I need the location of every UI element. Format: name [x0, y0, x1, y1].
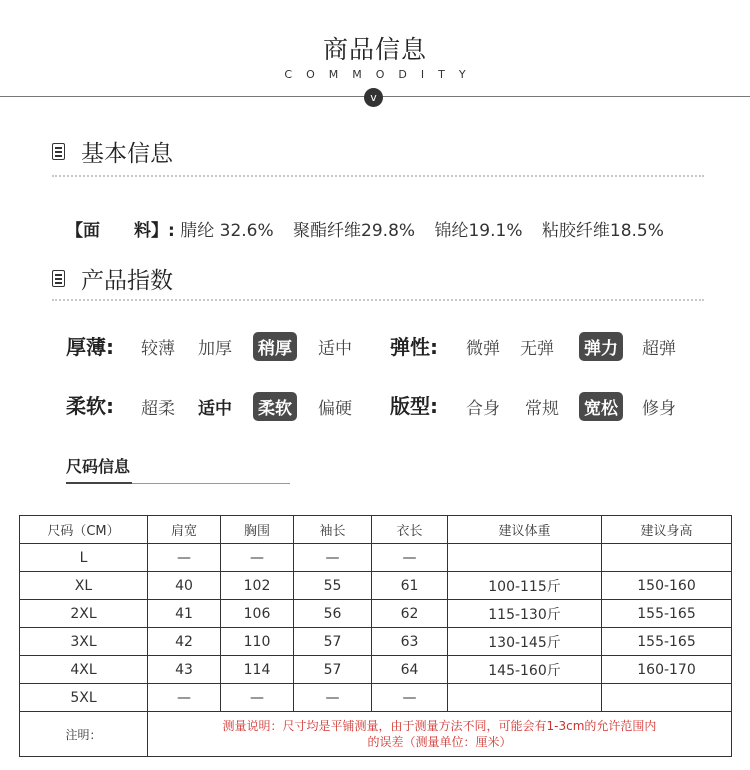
table-cell	[448, 684, 602, 712]
table-cell: 160-170	[602, 656, 732, 684]
table-cell: 115-130斤	[448, 600, 602, 628]
size-table	[19, 515, 732, 757]
table-cell: —	[148, 544, 221, 572]
fabric-item: 腈纶 32.6%	[180, 221, 274, 241]
table-cell: —	[372, 684, 448, 712]
table-header-row	[20, 516, 732, 544]
table-cell: 41	[148, 600, 221, 628]
fabric-label: 【面 料】:	[66, 221, 175, 241]
table-cell: 5XL	[20, 684, 148, 712]
table-cell: 43	[148, 656, 221, 684]
table-cell: XL	[20, 572, 148, 600]
table-cell: 4XL	[20, 656, 148, 684]
table-cell: —	[148, 684, 221, 712]
table-cell: L	[20, 544, 148, 572]
basic-info-title: 基本信息	[81, 141, 173, 167]
size-info-title: 尺码信息	[66, 457, 131, 476]
note-cell	[148, 712, 732, 757]
table-cell: 3XL	[20, 628, 148, 656]
chevron-down-icon: v	[364, 88, 383, 107]
table-cell: 155-165	[602, 600, 732, 628]
fabric-composition	[66, 216, 678, 241]
softness-option-selected: 柔软	[253, 392, 297, 421]
table-cell: 114	[221, 656, 294, 684]
table-cell: 145-160斤	[448, 656, 602, 684]
table-cell: 61	[372, 572, 448, 600]
fit-label: 版型:	[390, 394, 438, 418]
table-cell: 155-165	[602, 628, 732, 656]
table-cell: 57	[294, 628, 372, 656]
note-label: 注明：	[20, 712, 148, 757]
table-cell: —	[221, 684, 294, 712]
note-text-line2: 的误差（测量单位：厘米）	[367, 735, 512, 749]
fabric-item: 粘胶纤维18.5%	[541, 221, 664, 241]
section-divider	[52, 299, 704, 301]
thickness-option: 加厚	[198, 339, 232, 359]
table-cell: —	[221, 544, 294, 572]
table-cell: 106	[221, 600, 294, 628]
thickness-option-selected: 稍厚	[253, 332, 297, 361]
table-row	[20, 656, 732, 684]
table-header-cell: 胸围	[221, 516, 294, 544]
table-cell: 130-145斤	[448, 628, 602, 656]
fit-option: 修身	[642, 399, 676, 419]
title-underline	[132, 483, 290, 484]
table-cell: 42	[148, 628, 221, 656]
table-header-cell: 建议体重	[448, 516, 602, 544]
table-header-cell: 衣长	[372, 516, 448, 544]
elasticity-option: 无弹	[520, 339, 554, 359]
elasticity-label: 弹性:	[390, 335, 438, 359]
table-cell: —	[294, 684, 372, 712]
softness-option: 偏硬	[318, 399, 352, 419]
table-row	[20, 600, 732, 628]
table-cell: 62	[372, 600, 448, 628]
softness-option: 适中	[198, 399, 232, 419]
title-underline	[66, 482, 132, 484]
table-cell: 63	[372, 628, 448, 656]
fabric-item: 锦纶19.1%	[434, 221, 523, 241]
product-index-title: 产品指数	[81, 268, 173, 294]
section-divider	[52, 175, 704, 177]
table-cell	[602, 684, 732, 712]
table-cell: 2XL	[20, 600, 148, 628]
softness-option: 超柔	[141, 399, 175, 419]
table-cell: 40	[148, 572, 221, 600]
table-cell: 150-160	[602, 572, 732, 600]
fit-option: 常规	[525, 399, 559, 419]
document-icon	[52, 143, 65, 160]
page-subtitle: COMMODITY	[284, 68, 480, 81]
table-cell	[602, 544, 732, 572]
table-cell: 55	[294, 572, 372, 600]
elasticity-option: 超弹	[642, 339, 676, 359]
table-cell: 110	[221, 628, 294, 656]
elasticity-option: 微弹	[466, 339, 500, 359]
table-cell: —	[372, 544, 448, 572]
table-note-row	[20, 712, 732, 757]
softness-label: 柔软:	[66, 394, 114, 418]
table-row	[20, 684, 732, 712]
table-cell: 64	[372, 656, 448, 684]
thickness-option: 适中	[318, 339, 352, 359]
table-header-cell: 尺码（CM）	[20, 516, 148, 544]
table-cell: 102	[221, 572, 294, 600]
note-text-line1: 测量说明：尺寸均是平铺测量，由于测量方法不同，可能会有1-3cm的允许范围内	[222, 719, 657, 733]
table-header-cell: 肩宽	[148, 516, 221, 544]
table-row	[20, 544, 732, 572]
fit-option: 合身	[466, 399, 500, 419]
fabric-item: 聚酯纤维29.8%	[293, 221, 416, 241]
thickness-option: 较薄	[141, 339, 175, 359]
elasticity-option-selected: 弹力	[579, 332, 623, 361]
table-cell: 57	[294, 656, 372, 684]
document-icon	[52, 270, 65, 287]
thickness-label: 厚薄:	[66, 335, 114, 359]
table-header-cell: 袖长	[294, 516, 372, 544]
table-cell: 56	[294, 600, 372, 628]
table-cell: 100-115斤	[448, 572, 602, 600]
table-cell	[448, 544, 602, 572]
table-header-cell: 建议身高	[602, 516, 732, 544]
table-cell: —	[294, 544, 372, 572]
page-title: 商品信息	[322, 35, 427, 64]
table-row	[20, 572, 732, 600]
fit-option-selected: 宽松	[579, 392, 623, 421]
table-row	[20, 628, 732, 656]
